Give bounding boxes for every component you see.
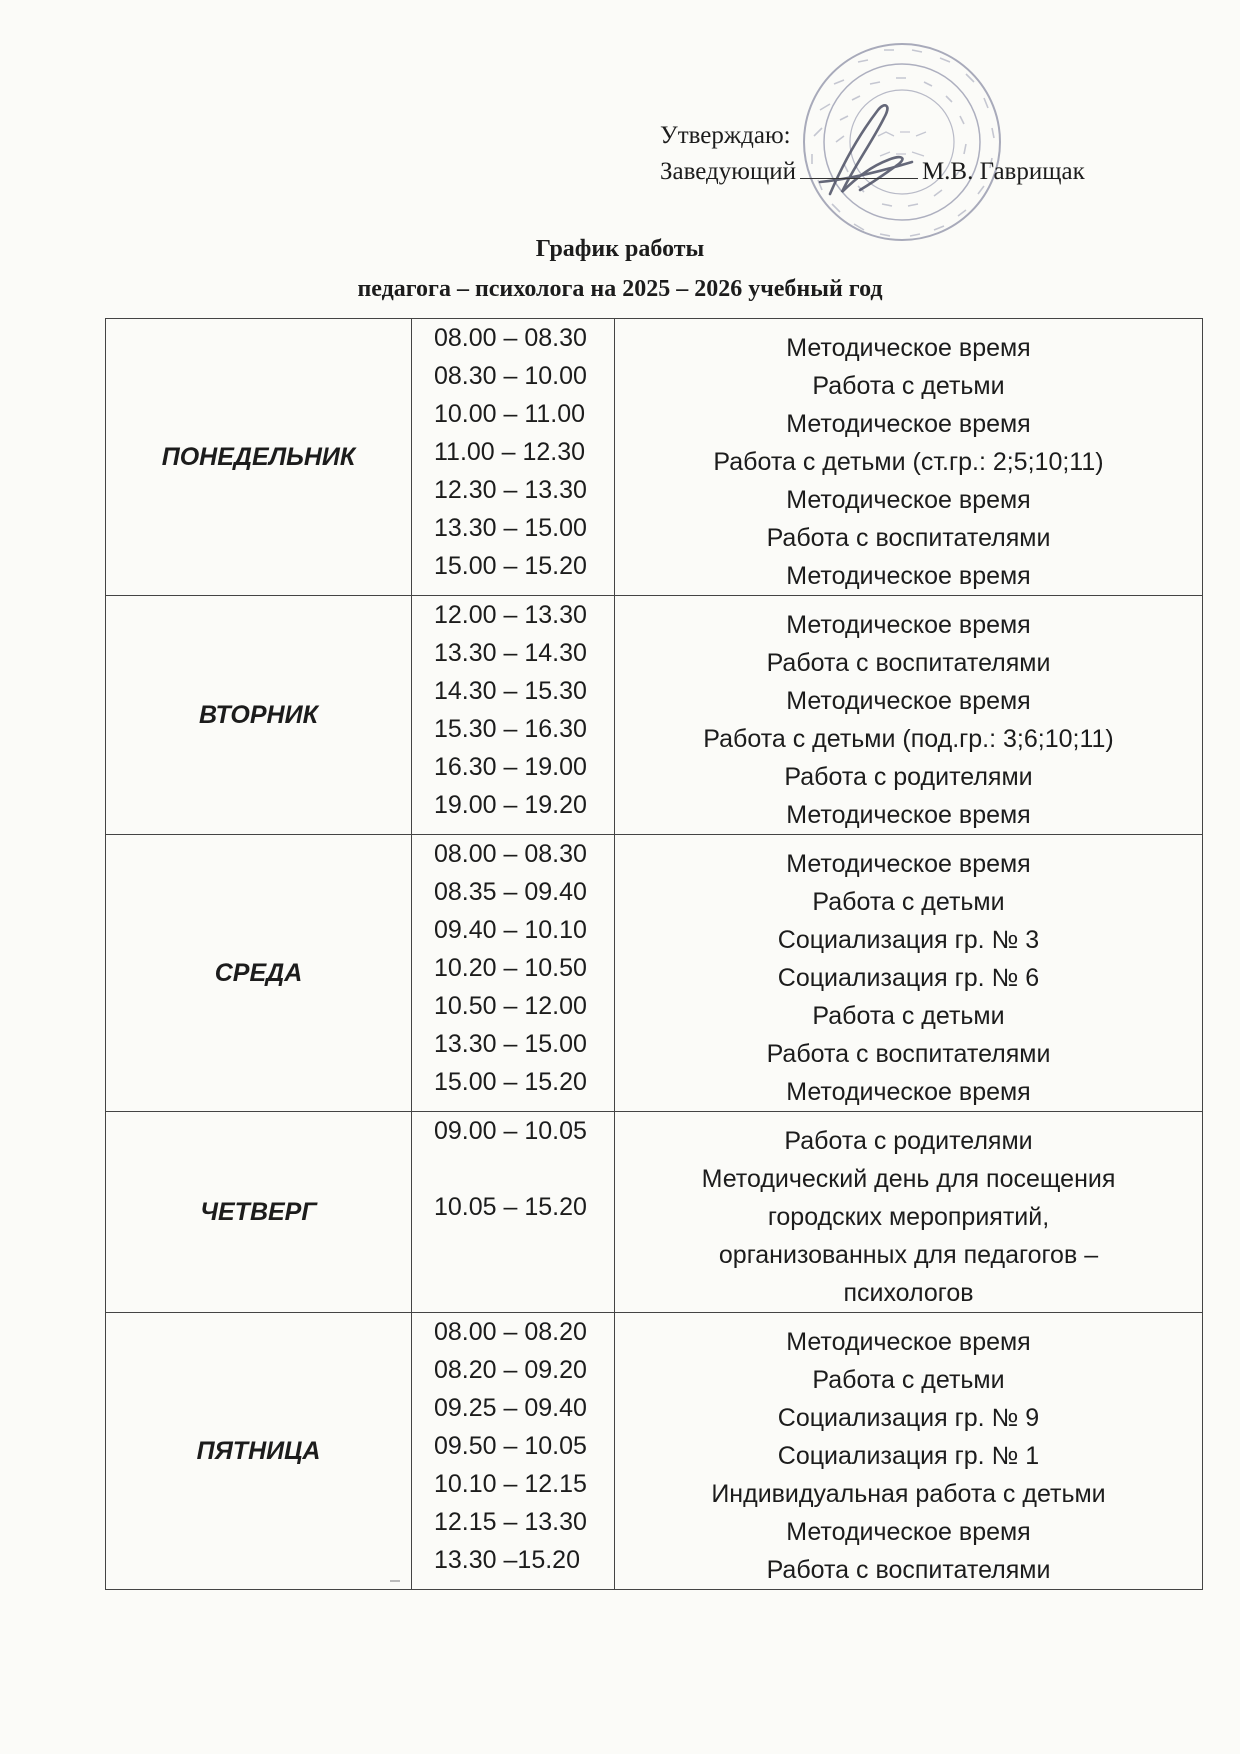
activity: Работа с родителями	[784, 1127, 1033, 1155]
activity-cell	[615, 835, 1203, 1112]
time-slot: 09.25 – 09.40	[434, 1394, 587, 1422]
activity: Методическое время	[786, 850, 1031, 878]
time-slot: 13.30 – 15.00	[434, 514, 587, 542]
approver-name: М.В. Гаврищак	[921, 158, 1085, 185]
time-slot: 08.20 – 09.20	[434, 1356, 587, 1384]
approver-line	[660, 154, 1085, 190]
time-slot: 10.50 – 12.00	[434, 992, 587, 1020]
time-cell	[412, 1313, 615, 1590]
time-slot: 12.00 – 13.30	[434, 601, 587, 629]
activity: Социализация гр. № 6	[777, 964, 1040, 992]
activity-cell	[615, 1313, 1203, 1590]
document-subtitle: педагога – психолога на 2025 – 2026 учебный год	[357, 276, 883, 302]
activity: Методический день для посещения	[701, 1165, 1116, 1193]
time-slot: 10.05 – 15.20	[434, 1193, 587, 1221]
day-cell: ЧЕТВЕРГ	[106, 1112, 412, 1313]
time-slot: 13.30 – 14.30	[434, 639, 587, 667]
time-slot: 08.00 – 08.30	[434, 840, 587, 868]
activity-cell	[615, 1112, 1203, 1313]
time-slot: 19.00 – 19.20	[434, 791, 587, 819]
activity: Работа с детьми	[812, 1002, 1005, 1030]
time-slot: 15.00 – 15.20	[434, 552, 587, 580]
activity: Индивидуальная работа с детьми	[711, 1480, 1106, 1508]
time-slot: 11.00 – 12.30	[434, 438, 586, 466]
activity: Работа с воспитателями	[766, 1556, 1051, 1584]
day-cell: СРЕДА	[106, 835, 412, 1112]
activity: Работа с детьми	[812, 888, 1005, 916]
activity: психологов	[843, 1279, 974, 1307]
approval-block	[660, 118, 1085, 190]
activity: Социализация гр. № 1	[777, 1442, 1040, 1470]
time-slot: 09.00 – 10.05	[434, 1117, 587, 1145]
table-row	[106, 1313, 1203, 1590]
signature-line	[800, 178, 918, 179]
activity: Методическое время	[786, 486, 1031, 514]
activity: Методическое время	[786, 687, 1031, 715]
table-row	[106, 835, 1203, 1112]
time-slot: 10.20 – 10.50	[434, 954, 587, 982]
approver-position: Заведующий	[660, 158, 796, 185]
table-row	[106, 596, 1203, 835]
activity: Работа с детьми	[812, 372, 1005, 400]
activity: Работа с детьми (под.гр.: 3;6;10;11)	[703, 725, 1114, 753]
approval-label: Утверждаю:	[660, 122, 791, 149]
table-row	[106, 1112, 1203, 1313]
activity: Методическое время	[786, 334, 1031, 362]
time-slot: 12.30 – 13.30	[434, 476, 587, 504]
time-slot: 16.30 – 19.00	[434, 753, 587, 781]
time-slot: 08.35 – 09.40	[434, 878, 587, 906]
activity: Методическое время	[786, 1078, 1031, 1106]
time-cell	[412, 596, 615, 835]
time-cell	[412, 319, 615, 596]
time-slot: 13.30 – 15.00	[434, 1030, 587, 1058]
activity: Социализация гр. № 9	[777, 1404, 1040, 1432]
activity-cell	[615, 319, 1203, 596]
activity: Методическое время	[786, 611, 1031, 639]
time-slot: 13.30 –15.20	[434, 1546, 580, 1574]
time-slot: 10.00 – 11.00	[434, 400, 586, 428]
activity: Методическое время	[786, 1328, 1031, 1356]
time-slot: 15.30 – 16.30	[434, 715, 587, 743]
day-cell: ПОНЕДЕЛЬНИК	[106, 319, 412, 596]
time-slot: 09.40 – 10.10	[434, 916, 587, 944]
activity: Социализация гр. № 3	[777, 926, 1040, 954]
day-cell: ВТОРНИК	[106, 596, 412, 835]
activity: Работа с детьми (ст.гр.: 2;5;10;11)	[713, 448, 1104, 476]
time-slot: 14.30 – 15.30	[434, 677, 587, 705]
time-slot: 10.10 – 12.15	[434, 1470, 587, 1498]
day-cell: ПЯТНИЦА	[106, 1313, 412, 1590]
time-cell	[412, 835, 615, 1112]
activity: городских мероприятий,	[767, 1203, 1050, 1231]
activity: Работа с воспитателями	[766, 1040, 1051, 1068]
time-slot: 09.50 – 10.05	[434, 1432, 587, 1460]
table-row	[106, 319, 1203, 596]
activity: Методическое время	[786, 1518, 1031, 1546]
activity: Работа с воспитателями	[766, 524, 1051, 552]
time-slot: 08.30 – 10.00	[434, 362, 587, 390]
activity: Методическое время	[786, 562, 1031, 590]
scan-mark	[390, 1580, 400, 1582]
time-slot: 08.00 – 08.30	[434, 324, 587, 352]
activity: Методическое время	[786, 801, 1031, 829]
time-slot: 12.15 – 13.30	[434, 1508, 587, 1536]
activity: Работа с детьми	[812, 1366, 1005, 1394]
time-slot: 15.00 – 15.20	[434, 1068, 587, 1096]
document-title: График работы	[535, 236, 705, 262]
activity: Работа с родителями	[784, 763, 1033, 791]
time-slot: 08.00 – 08.20	[434, 1318, 587, 1346]
activity: организованных для педагогов –	[718, 1241, 1099, 1269]
activity-cell	[615, 596, 1203, 835]
schedule-table	[105, 318, 1203, 1590]
time-cell	[412, 1112, 615, 1313]
activity: Методическое время	[786, 410, 1031, 438]
activity: Работа с воспитателями	[766, 649, 1051, 677]
